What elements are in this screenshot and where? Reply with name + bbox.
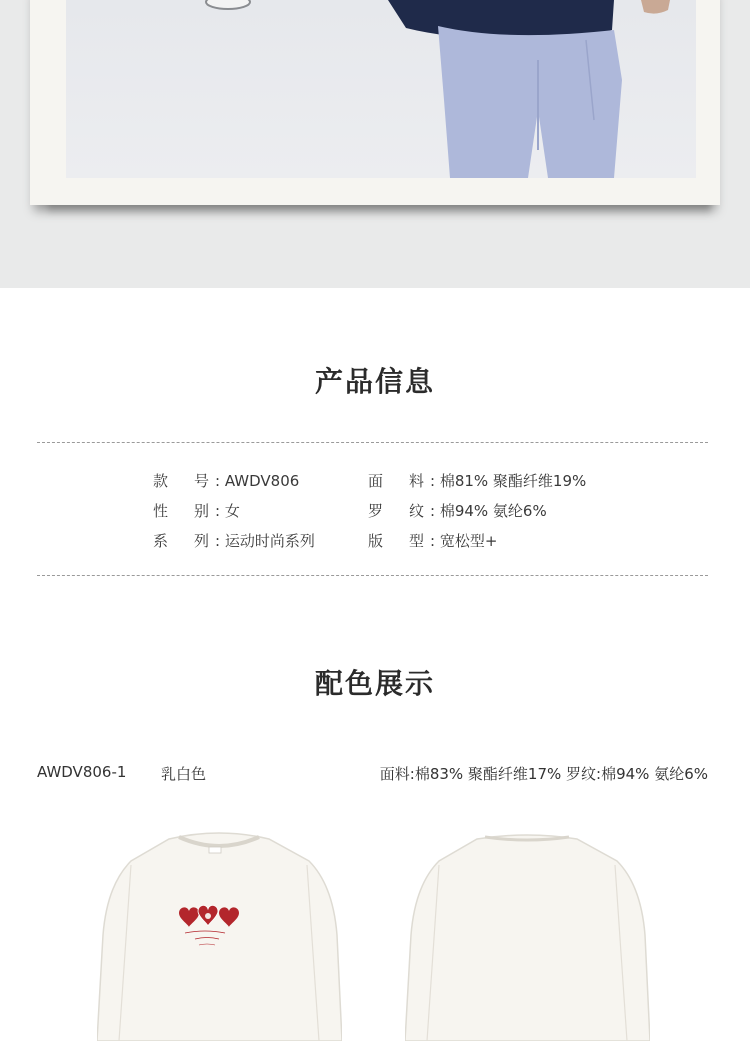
variant-code: AWDV806-1 (37, 763, 127, 781)
sweatshirt-back-image (405, 825, 650, 1041)
info-row-style: 款 号 : AWDV806 (153, 472, 300, 490)
info-row-series: 系 列 : 运动时尚系列 (153, 532, 315, 550)
rib-value: 棉94% 氨纶6% (439, 502, 547, 520)
gender-value: 女 (224, 502, 240, 520)
model-illustration (66, 0, 696, 178)
info-row-rib: 罗 纹 : 棉94% 氨纶6% (368, 502, 547, 520)
color-display-heading: 配色展示 (314, 667, 435, 700)
fit-value: 宽松型+ (439, 532, 498, 550)
info-row-fabric: 面 料 : 棉81% 聚酯纤维19% (368, 472, 587, 490)
variant-material: 面料:棉83% 聚酯纤维17% 罗纹:棉94% 氨纶6% (379, 765, 708, 783)
leggings (438, 26, 622, 178)
info-row-fit: 版 型 : 宽松型+ (368, 532, 498, 550)
tag (209, 847, 221, 853)
variant-color: 乳白色 (161, 765, 207, 783)
fabric-value: 棉81% 聚酯纤维19% (439, 472, 587, 490)
divider-top (37, 442, 708, 443)
sweatshirt-body (97, 833, 342, 1041)
model-photo (66, 0, 696, 178)
arm (641, 0, 670, 14)
info-row-gender: 性 别 : 女 (153, 502, 240, 520)
sneaker (206, 0, 250, 9)
series-value: 运动时尚系列 (224, 532, 315, 550)
sweatshirt-front-image (97, 825, 342, 1041)
divider-bottom (37, 575, 708, 576)
sweatshirt-back-body (405, 835, 650, 1041)
hero-photo-section (0, 0, 750, 288)
style-number-value: AWDV806 (224, 472, 300, 490)
product-info-heading: 产品信息 (314, 365, 435, 398)
